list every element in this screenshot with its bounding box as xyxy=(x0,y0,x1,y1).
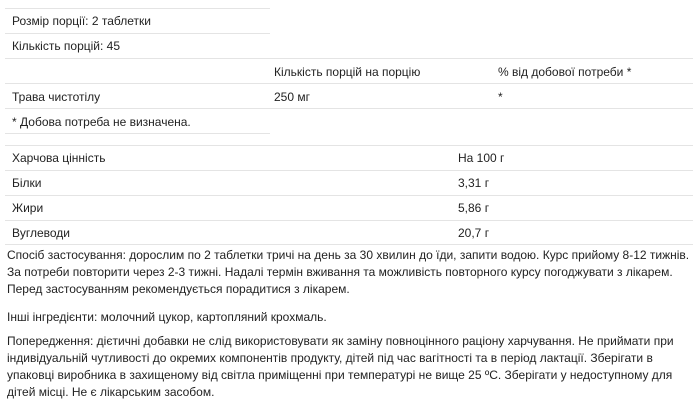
supplement-ingredient-name: Трава чистотілу xyxy=(12,90,101,104)
other-ingredients: Інші інгредієнти: молочний цукор, картопляний крохмаль. xyxy=(7,310,327,324)
divider xyxy=(5,108,693,109)
nutrition-row-value: 5,86 г xyxy=(458,201,490,215)
servings-count: Кількість порцій: 45 xyxy=(12,39,121,53)
divider xyxy=(5,195,693,196)
warning-text: Попередження: дієтичні добавки не слід використовувати як заміну повноцінного раціону харчування. Не приймати при індивідуальній чутливості до окремих компонентів продукту, дітей під час вагітності та в період лактації. Зберігати в упаковці виробника в захищеному від світла приміщенні при температурі не вище 25 ºC. Зберігати у недоступному для дітей місці. Не є лікарським засобом. xyxy=(7,334,674,399)
usage-instructions: Спосіб застосування: дорослим по 2 таблетки тричі на день за 30 хвилин до їди, запити водою. Курс прийому 8-12 тижнів. За потреби повторити через 2-3 тижні. Надалі термін вживання та можливість повторного курсу погоджувати з лікарем. Перед застосуванням рекомендується порадитися з лікарем. xyxy=(7,248,690,296)
divider xyxy=(5,244,693,245)
serving-size: Розмір порції: 2 таблетки xyxy=(12,14,151,28)
divider xyxy=(5,83,693,84)
divider xyxy=(5,133,270,134)
divider xyxy=(5,220,693,221)
nutrition-row-label: Вуглеводи xyxy=(12,226,71,240)
nutrition-row-label: Жири xyxy=(12,201,44,215)
supplement-header-amount: Кількість порцій на порцію xyxy=(274,65,421,79)
supplement-header-dv: % від добової потреби * xyxy=(498,65,632,79)
nutrition-header-label: Харчова цінність xyxy=(12,151,106,165)
divider xyxy=(5,170,693,171)
supplement-ingredient-dv: * xyxy=(498,90,503,104)
supplement-ingredient-amount: 250 мг xyxy=(274,90,310,104)
divider xyxy=(5,58,693,59)
nutrition-row-label: Білки xyxy=(12,176,42,190)
supplement-footnote: * Добова потреба не визначена. xyxy=(12,115,191,129)
nutrition-row-value: 20,7 г xyxy=(458,226,490,240)
divider xyxy=(5,33,270,34)
divider xyxy=(5,8,270,9)
divider xyxy=(5,145,693,146)
nutrition-header-per100: На 100 г xyxy=(458,151,505,165)
nutrition-row-value: 3,31 г xyxy=(458,176,490,190)
